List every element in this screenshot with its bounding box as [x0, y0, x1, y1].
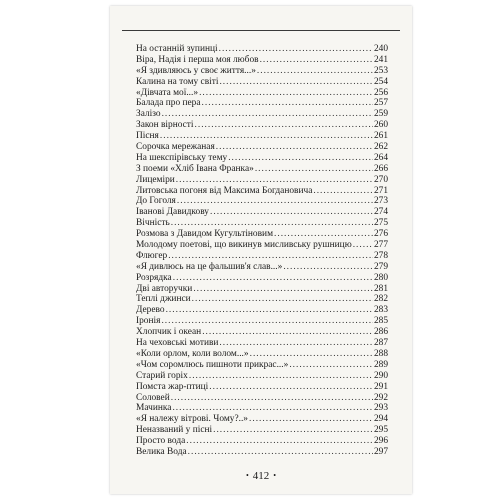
toc-entry-title: Литовська погоня від Максима Богдановича — [136, 185, 313, 196]
dot-leader — [189, 371, 373, 382]
toc-entry-title: Закон вірності — [136, 120, 194, 131]
dot-leader — [171, 218, 373, 229]
page-number: 412 — [252, 470, 270, 482]
toc-entry-page: 254 — [373, 76, 388, 87]
toc-entry — [136, 44, 388, 55]
toc-entry-page: 295 — [373, 425, 388, 436]
dot-leader — [219, 77, 372, 88]
toc-entry-page: 259 — [373, 109, 388, 120]
dot-leader — [177, 196, 373, 207]
toc-entry-title: «Я належу вітрові. Чому?..» — [136, 414, 248, 425]
toc-entry-page: 288 — [373, 348, 388, 359]
toc-entry-page: 277 — [373, 240, 388, 251]
toc-entry-page: 256 — [373, 87, 388, 98]
dot-leader — [188, 447, 373, 458]
toc-entry — [136, 382, 388, 393]
toc-entry-page: 297 — [373, 446, 388, 457]
toc-entry-title: Соловей — [136, 392, 170, 403]
dot-leader — [209, 382, 373, 393]
dot-leader — [210, 207, 373, 218]
toc-entry-title: До Гоголя — [136, 196, 176, 207]
toc-entry-page: 240 — [373, 44, 388, 54]
footer-bullet-left: • — [245, 471, 249, 480]
toc-entry-page: 293 — [373, 403, 388, 414]
toc-entry-title: Пісня — [136, 131, 159, 142]
toc-entry-page: 280 — [373, 272, 388, 283]
toc-entry-title: Залізо — [136, 109, 161, 120]
toc-entry-page: 285 — [373, 316, 388, 327]
top-rule — [122, 30, 400, 31]
toc-entry-page: 296 — [373, 436, 388, 447]
toc-entry — [136, 77, 388, 88]
toc-entry-page: 289 — [373, 359, 388, 370]
toc-entry-page: 294 — [373, 414, 388, 425]
toc-entry-title: Балада про пера — [136, 98, 201, 109]
toc-entry-page: 291 — [373, 381, 388, 392]
dot-leader — [172, 403, 372, 414]
toc-entry — [136, 153, 388, 164]
toc-entry-title: «Коли орлом, коли волом...» — [136, 348, 249, 359]
toc-entry — [136, 175, 388, 186]
toc-entry — [136, 240, 388, 251]
toc-entry — [136, 207, 388, 218]
toc-entry-page: 279 — [373, 261, 388, 272]
toc-entry — [136, 186, 388, 197]
toc-entry-page: 286 — [373, 327, 388, 338]
dot-leader — [249, 414, 373, 425]
dot-leader — [202, 327, 373, 338]
toc-entry-title: Віра, Надія і перша моя любов — [136, 54, 259, 65]
toc-entry-title: Велика Вода — [136, 446, 187, 457]
dot-leader — [186, 436, 373, 447]
toc-entry-title: Старий горіх — [136, 370, 188, 381]
toc-entry-page: 290 — [373, 370, 388, 381]
toc-entry-page: 281 — [373, 283, 388, 294]
toc-entry-page: 273 — [373, 196, 388, 207]
toc-entry — [136, 327, 388, 338]
toc-entry — [136, 109, 388, 120]
toc-entry-title: «Я здивляюсь у своє життя...» — [136, 65, 256, 76]
toc-entry-page: 270 — [373, 174, 388, 185]
dot-leader — [171, 393, 373, 404]
toc-entry-title: «Чом соромлюсь пишноти прикрас...» — [136, 359, 289, 370]
toc-entry-title: Вічність — [136, 218, 170, 229]
toc-entry — [136, 251, 388, 262]
toc-entry-title: На шекспірівську тему — [136, 152, 228, 163]
dot-leader — [173, 273, 373, 284]
toc-entry-page: 274 — [373, 207, 388, 218]
toc-entry-page: 282 — [373, 294, 388, 305]
dot-leader — [257, 66, 373, 77]
toc-entry — [136, 229, 388, 240]
toc-entry — [136, 55, 388, 66]
toc-entry-title: Іванові Давидкову — [136, 207, 209, 218]
toc-entry-page: 241 — [373, 54, 388, 65]
toc-entry-title: Розмова з Давидом Кугультіновим — [136, 229, 274, 240]
toc-entry — [136, 425, 388, 436]
toc-entry-title: Дерево — [136, 305, 165, 316]
toc-entry-title: Сорочка мережаная — [136, 142, 215, 153]
toc-entry-title: Хлопчик і океан — [136, 327, 202, 338]
dot-leader — [216, 142, 373, 153]
dot-leader — [260, 55, 373, 66]
dot-leader — [195, 120, 373, 131]
toc-entry-title: Лицеміри — [136, 174, 175, 185]
toc-entry — [136, 120, 388, 131]
toc-entry — [136, 403, 388, 414]
dot-leader — [255, 164, 373, 175]
dot-leader — [160, 131, 373, 142]
toc-entry-page: 257 — [373, 98, 388, 109]
dot-leader — [161, 316, 373, 327]
toc-entry — [136, 436, 388, 447]
toc-entry-page: 264 — [373, 152, 388, 163]
toc-entry-page: 283 — [373, 305, 388, 316]
toc-entry — [136, 131, 388, 142]
toc-entry — [136, 349, 388, 360]
toc-entry — [136, 66, 388, 77]
dot-leader — [353, 240, 373, 251]
toc-entry-page: 292 — [373, 392, 388, 403]
toc-entry — [136, 360, 388, 371]
dot-leader — [202, 98, 373, 109]
toc-entry-page: 271 — [373, 185, 388, 196]
dot-leader — [199, 88, 373, 99]
toc-entry — [136, 88, 388, 99]
toc-entry-title: На останній зупинці — [136, 44, 218, 54]
toc-entry-page: 260 — [373, 120, 388, 131]
toc-entry-title: Теплі джинси — [136, 294, 191, 305]
toc-entry-title: Флюгер — [136, 250, 168, 261]
table-of-contents — [136, 44, 388, 458]
footer-bullet-right: • — [273, 471, 277, 480]
toc-entry — [136, 338, 388, 349]
toc-entry-page: 266 — [373, 163, 388, 174]
toc-entry — [136, 262, 388, 273]
toc-entry-title: «Дівчата мої...» — [136, 87, 199, 98]
toc-entry-title: З поеми «Хліб Івана Франка» — [136, 163, 254, 174]
dot-leader — [162, 109, 373, 120]
dot-leader — [219, 338, 373, 349]
dot-leader — [274, 229, 373, 240]
dot-leader — [313, 186, 373, 197]
toc-entry — [136, 294, 388, 305]
dot-leader — [193, 284, 373, 295]
toc-entry — [136, 142, 388, 153]
dot-leader — [219, 44, 373, 55]
toc-entry-page: 262 — [373, 142, 388, 153]
toc-entry-page: 261 — [373, 131, 388, 142]
toc-entry — [136, 393, 388, 404]
toc-entry-title: Помста жар-птиці — [136, 381, 209, 392]
toc-entry-title: Іронія — [136, 316, 161, 327]
book-page — [110, 6, 412, 494]
toc-entry-title: На чеховські мотиви — [136, 338, 219, 349]
toc-entry — [136, 447, 388, 458]
dot-leader — [283, 262, 373, 273]
dot-leader — [192, 294, 373, 305]
toc-entry-title: Просто вода — [136, 436, 186, 447]
toc-entry — [136, 371, 388, 382]
toc-entry — [136, 273, 388, 284]
dot-leader — [289, 360, 373, 371]
toc-entry-page: 275 — [373, 218, 388, 229]
toc-entry-title: Мачинка — [136, 403, 172, 414]
toc-entry-title: Розрядка — [136, 272, 172, 283]
toc-entry-title: Молодому поетові, що викинув мисливську рушницю — [136, 240, 352, 251]
toc-entry-title: Неназваний у пісні — [136, 425, 213, 436]
dot-leader — [213, 425, 373, 436]
dot-leader — [228, 153, 373, 164]
page-footer — [110, 470, 412, 482]
toc-entry — [136, 316, 388, 327]
toc-entry — [136, 305, 388, 316]
dot-leader — [166, 305, 373, 316]
toc-entry — [136, 414, 388, 425]
dot-leader — [168, 251, 373, 262]
toc-entry — [136, 164, 388, 175]
dot-leader — [176, 175, 373, 186]
toc-entry-page: 287 — [373, 338, 388, 349]
toc-entry — [136, 218, 388, 229]
toc-entry — [136, 98, 388, 109]
toc-entry-title: «Я дивлюсь на це фальшив'я слав...» — [136, 261, 283, 272]
toc-entry — [136, 196, 388, 207]
toc-entry-title: Калина на тому світі — [136, 76, 219, 87]
toc-entry — [136, 284, 388, 295]
dot-leader — [250, 349, 373, 360]
toc-entry-page: 276 — [373, 229, 388, 240]
toc-entry-page: 278 — [373, 250, 388, 261]
toc-entry-title: Дві авторучки — [136, 283, 193, 294]
toc-entry-page: 253 — [373, 65, 388, 76]
